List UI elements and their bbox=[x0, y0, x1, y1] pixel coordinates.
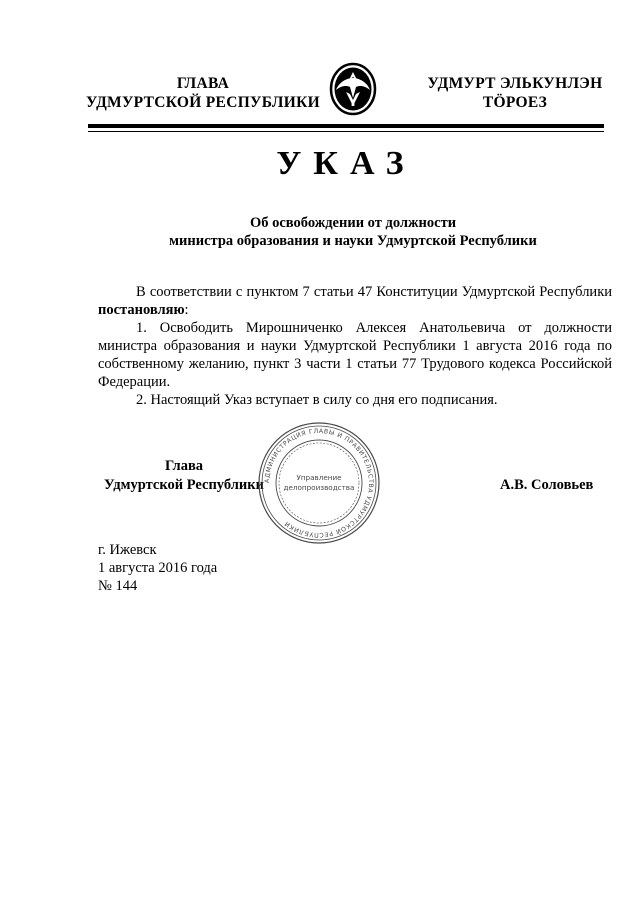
subject-line2: министра образования и науки Удмуртской Республики bbox=[169, 233, 537, 249]
footer-city: г. Ижевск bbox=[98, 542, 157, 558]
preamble-bold: постановляю bbox=[98, 302, 185, 318]
header-right bbox=[404, 74, 626, 112]
stamp-ring-text: АДМИНИСТРАЦИЯ ГЛАВЫ И ПРАВИТЕЛЬСТВА УДМУРТСКОЙ РЕСПУБЛИКИ bbox=[263, 427, 375, 539]
subject-line1: Об освобождении от должности bbox=[249, 215, 457, 231]
header-right-line2: ТӦРОЕЗ bbox=[482, 94, 548, 111]
signature-title bbox=[96, 457, 272, 495]
footer-date: 1 августа 2016 года bbox=[98, 560, 218, 576]
document-subject bbox=[88, 214, 618, 250]
stamp-inner-line1: Управление bbox=[296, 473, 342, 482]
stamp-inner-line2: делопроизводства bbox=[283, 483, 355, 492]
signatory-name: А.В. Соловьев bbox=[500, 477, 594, 493]
header-left-line2: УДМУРТСКОЙ РЕСПУБЛИКИ bbox=[85, 94, 320, 111]
header-left-line1: ГЛАВА bbox=[176, 75, 230, 92]
header-divider-thin bbox=[88, 131, 604, 132]
preamble-colon: : bbox=[184, 302, 189, 318]
footer-number: № 144 bbox=[98, 578, 138, 594]
preamble-text: В соответствии с пунктом 7 статьи 47 Конституции Удмуртской Республики bbox=[136, 284, 612, 300]
signature-title-line1: Глава bbox=[164, 458, 204, 474]
document-title: УКАЗ bbox=[276, 145, 416, 182]
body-paragraph-item1: 1. Освободить Мирошниченко Алексея Анатольевича от должности министра образования и науки Удмуртской Республики 1 августа 2016 года по собственному желанию, пункт 3 части 1 статьи 77 Трудового кодекса Российской Федерации. bbox=[98, 320, 612, 390]
document-body bbox=[98, 283, 612, 409]
header-left bbox=[72, 74, 334, 112]
header-divider-thick bbox=[88, 124, 604, 128]
signature-title-line2: Удмуртской Республики bbox=[104, 477, 264, 493]
body-paragraph-preamble bbox=[98, 283, 612, 319]
udmurt-coat-of-arms-icon bbox=[326, 62, 380, 116]
body-paragraph-item2: 2. Настоящий Указ вступает в силу со дня его подписания. bbox=[136, 392, 498, 408]
official-stamp bbox=[256, 420, 382, 546]
header-right-line1: УДМУРТ ЭЛЬКУНЛЭН bbox=[427, 75, 603, 92]
document-footer bbox=[98, 541, 298, 595]
